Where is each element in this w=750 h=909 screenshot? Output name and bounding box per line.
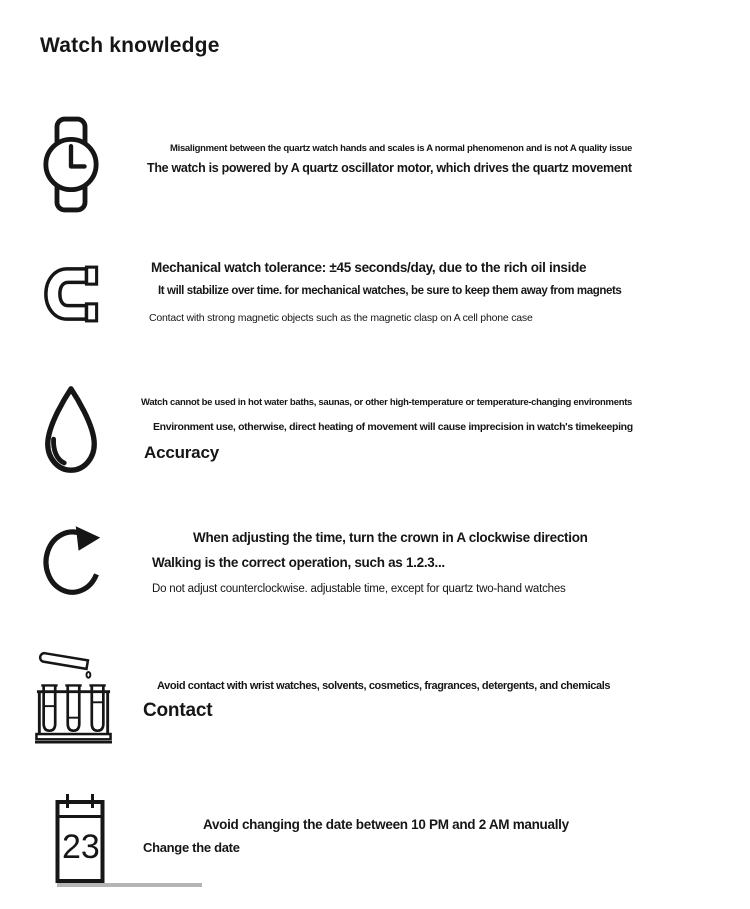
chemicals-warning-text: Avoid contact with wrist watches, solvents, cosmetics, fragrances, detergents, and chemicals [157, 680, 611, 692]
clockwise-rotation-icon [40, 525, 104, 601]
calendar-shadow [57, 883, 202, 887]
calendar-day-number: 23 [62, 828, 100, 866]
magnet-icon [42, 265, 100, 323]
temperature-warning-note: Watch cannot be used in hot water baths, saunas, or other high-temperature or temperature-changing environments [141, 397, 633, 408]
magnet-stabilize-text: It will stabilize over time. for mechanical watches, be sure to keep them away from magnets [158, 285, 622, 297]
magnet-tolerance-text: Mechanical watch tolerance: ±45 seconds/day, due to the rich oil inside [151, 260, 587, 275]
walking-operation-text: Walking is the correct operation, such as 1.2.3... [152, 555, 445, 570]
test-tubes-icon [35, 648, 112, 745]
wrist-watch-icon [42, 116, 100, 213]
date-change-warning-text: Avoid changing the date between 10 PM and 2 AM manually [203, 817, 569, 832]
counterclockwise-note: Do not adjust counterclockwise. adjustable time, except for quartz two-hand watches [152, 583, 566, 595]
temperature-environment-text: Environment use, otherwise, direct heating of movement will cause imprecision in watch's timekeeping [153, 421, 633, 433]
accuracy-heading: Accuracy [144, 443, 219, 462]
change-date-heading: Change the date [143, 840, 240, 855]
quartz-movement-text: The watch is powered by A quartz oscillator motor, which drives the quartz movement [147, 161, 632, 175]
crown-clockwise-text: When adjusting the time, turn the crown in A clockwise direction [193, 530, 588, 545]
magnet-contact-note: Contact with strong magnetic objects such as the magnetic clasp on A cell phone case [149, 312, 533, 324]
page-title: Watch knowledge [40, 34, 220, 57]
calendar-icon [55, 792, 105, 884]
quartz-misalignment-note: Misalignment between the quartz watch hands and scales is A normal phenomenon and is not A quality issue [170, 143, 633, 154]
water-drop-icon [40, 383, 102, 476]
contact-heading: Contact [143, 700, 213, 721]
